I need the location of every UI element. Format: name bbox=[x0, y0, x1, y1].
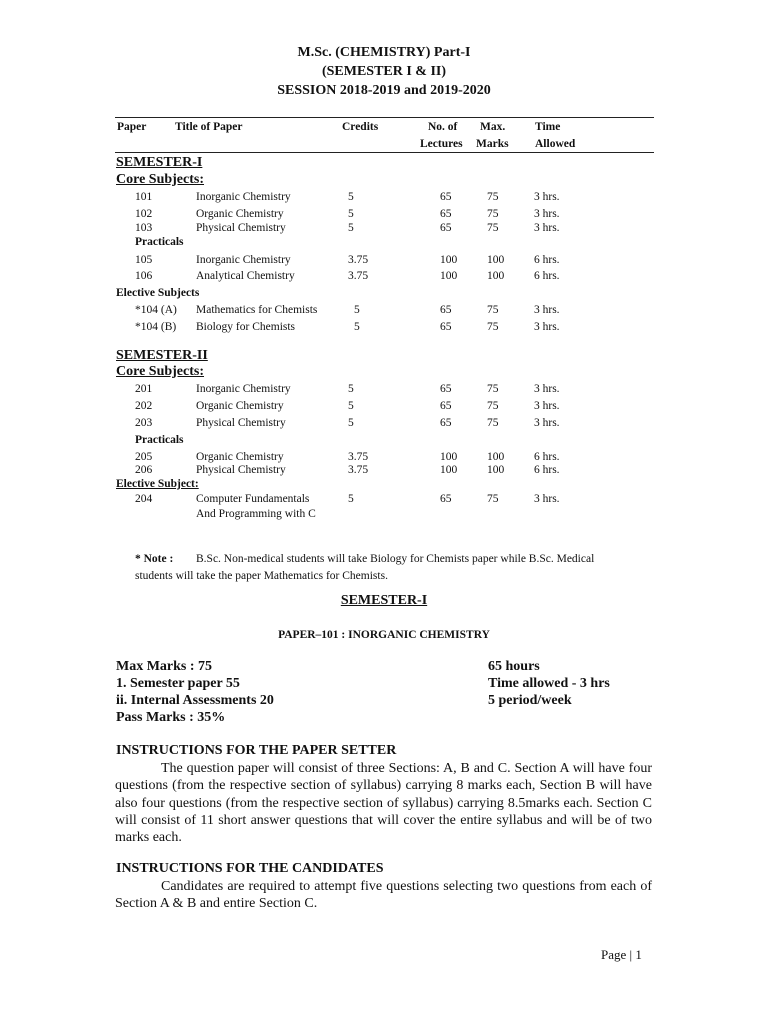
row-credits: 5 bbox=[354, 304, 360, 316]
row-time: 3 hrs. bbox=[534, 400, 560, 412]
row-time: 3 hrs. bbox=[534, 383, 560, 395]
row-title: Mathematics for Chemists bbox=[196, 304, 318, 316]
row-code: 101 bbox=[135, 191, 153, 203]
row-lectures: 65 bbox=[440, 222, 452, 234]
row-marks: 75 bbox=[487, 493, 499, 505]
row-time: 6 hrs. bbox=[534, 270, 560, 282]
row-code: 102 bbox=[135, 208, 153, 220]
row-credits: 5 bbox=[348, 222, 354, 234]
setter-instructions-body: The question paper will consist of three Sections: A, B and C. Section A will have four questions (from the respective section of syllabus) carrying 8 marks each, Section B will have also four questions (from the respective section of syllabus) carrying 8.5marks each. Section C will consist of 11 short answer questions that will cover the entire syllabus and will be of two marks each. bbox=[115, 761, 652, 846]
row-code: 205 bbox=[135, 451, 153, 463]
row-lectures: 65 bbox=[440, 383, 452, 395]
page-number: Page | 1 bbox=[601, 947, 642, 962]
row-marks: 100 bbox=[487, 464, 505, 476]
time-allowed: Time allowed - 3 hrs bbox=[488, 676, 610, 691]
row-time: 3 hrs. bbox=[534, 321, 560, 333]
row-time: 3 hrs. bbox=[534, 191, 560, 203]
section-semester-heading: SEMESTER-I bbox=[340, 593, 428, 608]
row-credits: 5 bbox=[348, 400, 354, 412]
semester-2-practicals-heading: Practicals bbox=[135, 434, 184, 446]
candidate-instructions-body: Candidates are required to attempt five questions selecting two questions from each of Section A & B and entire Section C. bbox=[115, 879, 652, 912]
table-top-rule bbox=[115, 117, 654, 118]
semester-1-elective-heading: Elective Subjects bbox=[116, 287, 200, 299]
semester-2-heading: SEMESTER-II bbox=[116, 348, 208, 363]
note-line-2: students will take the paper Mathematics for Chemists. bbox=[135, 570, 388, 582]
row-title: Physical Chemistry bbox=[196, 417, 286, 429]
row-marks: 75 bbox=[487, 208, 499, 220]
row-title-continued: And Programming with C bbox=[196, 508, 316, 520]
col-title: Title of Paper bbox=[175, 121, 243, 133]
row-marks: 75 bbox=[487, 400, 499, 412]
row-title: Organic Chemistry bbox=[196, 451, 284, 463]
semester-2-core-heading: Core Subjects: bbox=[116, 364, 205, 379]
max-marks: Max Marks : 75 bbox=[116, 659, 213, 674]
row-credits: 5 bbox=[354, 321, 360, 333]
candidate-instructions-heading: INSTRUCTIONS FOR THE CANDIDATES bbox=[116, 861, 384, 876]
row-time: 3 hrs. bbox=[534, 304, 560, 316]
row-code: 103 bbox=[135, 222, 153, 234]
row-lectures: 65 bbox=[440, 208, 452, 220]
row-code: 201 bbox=[135, 383, 153, 395]
paper-heading: PAPER–101 : INORGANIC CHEMISTRY bbox=[278, 629, 490, 641]
row-credits: 5 bbox=[348, 208, 354, 220]
col-lectures-2: Lectures bbox=[420, 138, 463, 150]
row-title: Computer Fundamentals bbox=[196, 493, 310, 505]
row-title: Inorganic Chemistry bbox=[196, 254, 291, 266]
row-marks: 75 bbox=[487, 191, 499, 203]
row-time: 6 hrs. bbox=[534, 254, 560, 266]
doc-title-line-1: M.Sc. (CHEMISTRY) Part-I bbox=[297, 45, 471, 60]
row-marks: 75 bbox=[487, 321, 499, 333]
row-credits: 5 bbox=[348, 493, 354, 505]
doc-title-line-3: SESSION 2018-2019 and 2019-2020 bbox=[277, 83, 491, 98]
row-title: Organic Chemistry bbox=[196, 208, 284, 220]
col-marks-2: Marks bbox=[476, 138, 509, 150]
row-lectures: 65 bbox=[440, 493, 452, 505]
total-hours: 65 hours bbox=[488, 659, 540, 674]
row-title: Inorganic Chemistry bbox=[196, 383, 291, 395]
pass-marks: Pass Marks : 35% bbox=[116, 710, 226, 725]
row-marks: 100 bbox=[487, 254, 505, 266]
row-lectures: 65 bbox=[440, 191, 452, 203]
internal-assessment-marks: ii. Internal Assessments 20 bbox=[116, 693, 274, 708]
row-title: Biology for Chemists bbox=[196, 321, 296, 333]
row-marks: 75 bbox=[487, 417, 499, 429]
row-lectures: 100 bbox=[440, 451, 458, 463]
row-credits: 3.75 bbox=[348, 451, 369, 463]
row-code: 204 bbox=[135, 493, 153, 505]
row-lectures: 65 bbox=[440, 304, 452, 316]
note-label: * Note : bbox=[135, 553, 174, 565]
row-time: 6 hrs. bbox=[534, 464, 560, 476]
row-code: *104 (B) bbox=[135, 321, 177, 333]
col-paper: Paper bbox=[117, 121, 147, 133]
row-title: Inorganic Chemistry bbox=[196, 191, 291, 203]
note-line-1: B.Sc. Non-medical students will take Biology for Chemists paper while B.Sc. Medical bbox=[196, 553, 595, 565]
row-credits: 5 bbox=[348, 191, 354, 203]
row-lectures: 100 bbox=[440, 464, 458, 476]
col-lectures-1: No. of bbox=[428, 121, 458, 133]
row-time: 6 hrs. bbox=[534, 451, 560, 463]
candidate-instructions-text bbox=[115, 878, 652, 913]
row-code: 106 bbox=[135, 270, 153, 282]
row-code: *104 (A) bbox=[135, 304, 177, 316]
row-marks: 100 bbox=[487, 451, 505, 463]
row-marks: 75 bbox=[487, 304, 499, 316]
row-code: 202 bbox=[135, 400, 153, 412]
row-lectures: 65 bbox=[440, 400, 452, 412]
row-lectures: 65 bbox=[440, 321, 452, 333]
row-code: 105 bbox=[135, 254, 153, 266]
row-time: 3 hrs. bbox=[534, 493, 560, 505]
doc-title-line-2: (SEMESTER I & II) bbox=[321, 64, 447, 79]
row-time: 3 hrs. bbox=[534, 222, 560, 234]
semester-paper-marks: 1. Semester paper 55 bbox=[116, 676, 240, 691]
row-credits: 3.75 bbox=[348, 254, 369, 266]
semester-2-elective-heading: Elective Subject: bbox=[116, 478, 199, 490]
row-time: 3 hrs. bbox=[534, 208, 560, 220]
row-marks: 100 bbox=[487, 270, 505, 282]
col-time-2: Allowed bbox=[535, 138, 576, 150]
row-code: 203 bbox=[135, 417, 153, 429]
row-time: 3 hrs. bbox=[534, 417, 560, 429]
semester-1-core-heading: Core Subjects: bbox=[116, 172, 205, 187]
row-lectures: 100 bbox=[440, 254, 458, 266]
table-header-rule bbox=[115, 152, 654, 153]
row-credits: 5 bbox=[348, 417, 354, 429]
setter-instructions-text bbox=[115, 760, 652, 846]
semester-1-practicals-heading: Practicals bbox=[135, 236, 184, 248]
row-credits: 5 bbox=[348, 383, 354, 395]
col-marks-1: Max. bbox=[480, 121, 506, 133]
row-title: Analytical Chemistry bbox=[196, 270, 295, 282]
row-code: 206 bbox=[135, 464, 153, 476]
setter-instructions-heading: INSTRUCTIONS FOR THE PAPER SETTER bbox=[116, 743, 397, 758]
row-marks: 75 bbox=[487, 222, 499, 234]
col-time-1: Time bbox=[535, 121, 561, 133]
row-credits: 3.75 bbox=[348, 270, 369, 282]
row-title: Organic Chemistry bbox=[196, 400, 284, 412]
periods-per-week: 5 period/week bbox=[488, 693, 572, 708]
row-credits: 3.75 bbox=[348, 464, 369, 476]
row-title: Physical Chemistry bbox=[196, 464, 286, 476]
col-credits: Credits bbox=[342, 121, 379, 133]
row-lectures: 100 bbox=[440, 270, 458, 282]
row-marks: 75 bbox=[487, 383, 499, 395]
semester-1-heading: SEMESTER-I bbox=[116, 155, 203, 170]
row-lectures: 65 bbox=[440, 417, 452, 429]
row-title: Physical Chemistry bbox=[196, 222, 286, 234]
